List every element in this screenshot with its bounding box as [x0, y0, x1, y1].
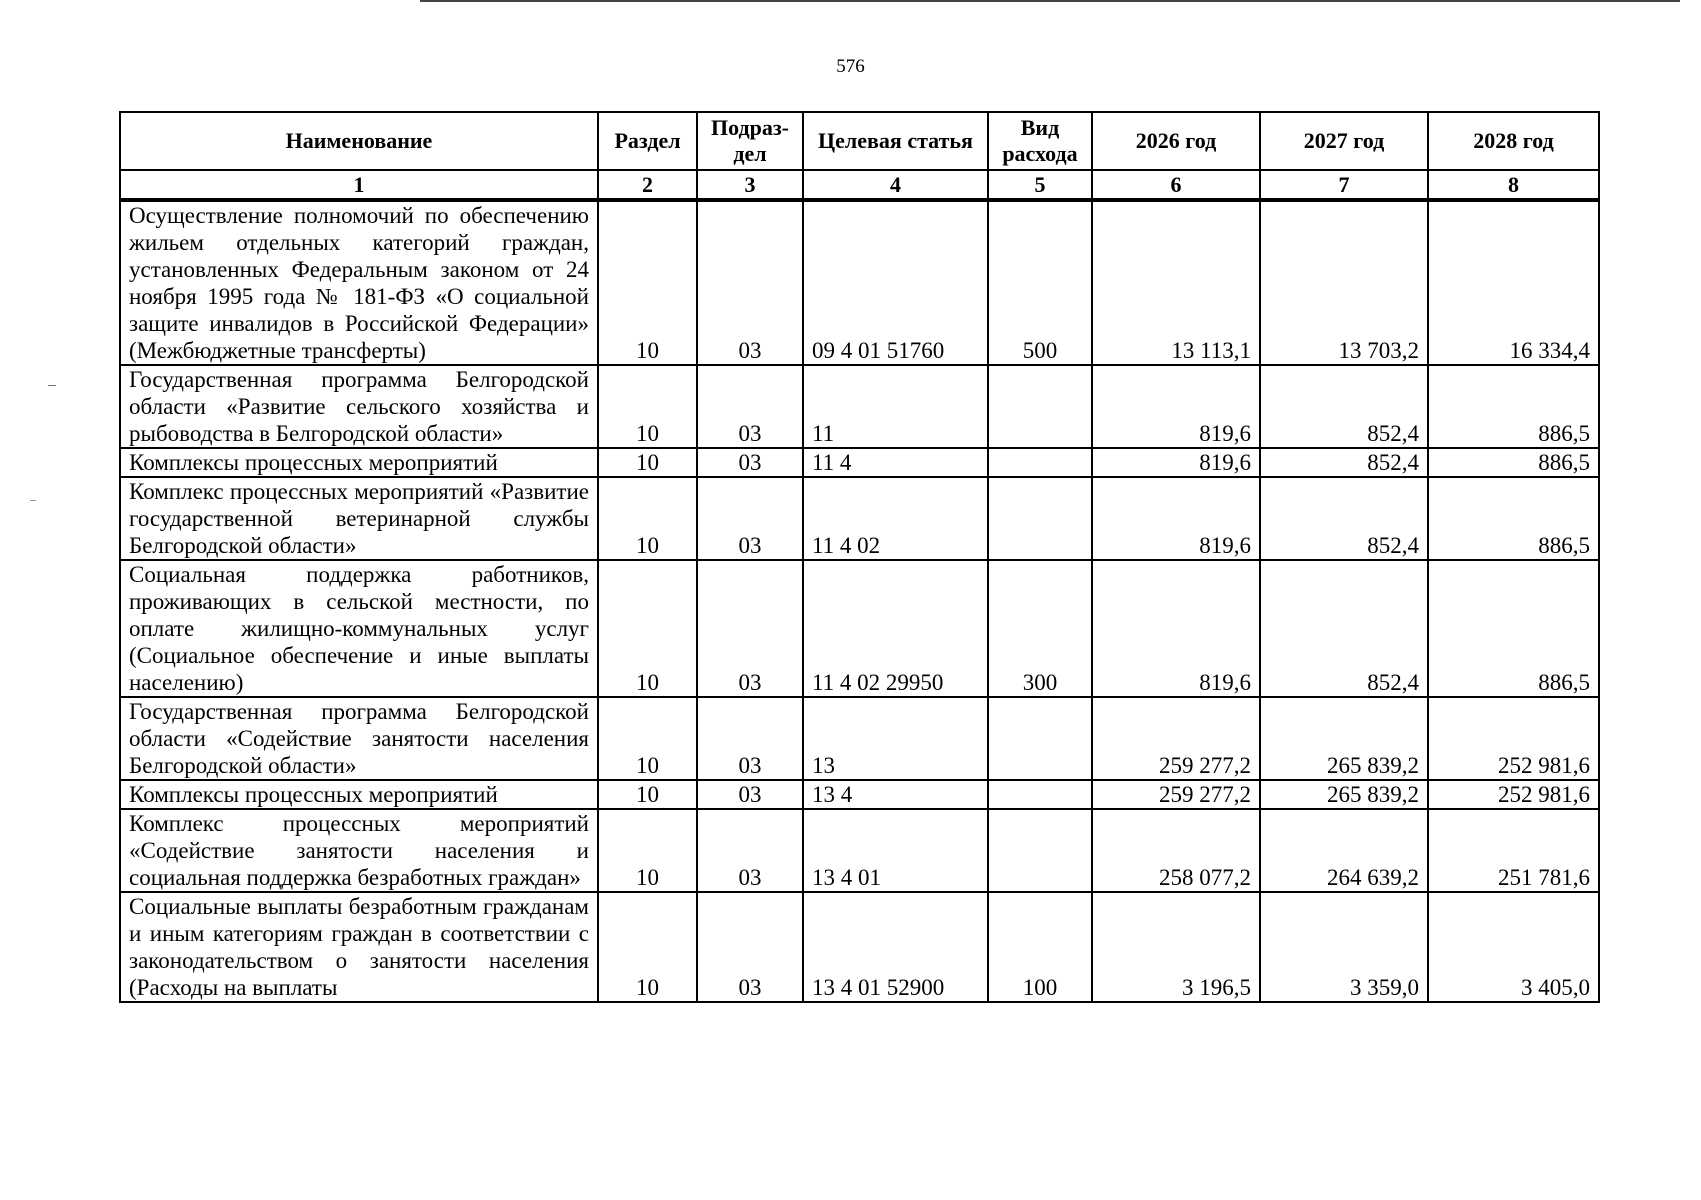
row-2027: 3 359,0 [1260, 892, 1428, 1002]
row-podrazdel: 03 [697, 780, 803, 809]
row-razdel: 10 [598, 477, 697, 560]
row-2028: 252 981,6 [1428, 697, 1599, 780]
row-podrazdel: 03 [697, 560, 803, 697]
row-2026: 258 077,2 [1092, 809, 1260, 892]
row-name: Государственная программа Белгородской области «Содействие занятости населения Белгородской области» [120, 697, 598, 780]
row-name: Социальные выплаты безработным гражданам и иным категориям граждан в соответствии с законодательством о занятости населения (Расходы на выплаты [120, 892, 598, 1002]
row-razdel: 10 [598, 560, 697, 697]
row-2026: 259 277,2 [1092, 780, 1260, 809]
table-row [120, 892, 1599, 1002]
row-2027: 852,4 [1260, 365, 1428, 448]
row-name: Комплекс процессных мероприятий «Развитие государственной ветеринарной службы Белгородской области» [120, 477, 598, 560]
row-2028: 886,5 [1428, 448, 1599, 477]
row-vid-rashoda [988, 477, 1092, 560]
row-podrazdel: 03 [697, 200, 803, 365]
column-number: 8 [1428, 170, 1599, 200]
row-name: Социальная поддержка работников, проживающих в сельской местности, по оплате жилищно-коммунальных услуг (Социальное обеспечение и иные выплаты населению) [120, 560, 598, 697]
row-celevaya-statya: 13 4 [803, 780, 988, 809]
column-number: 7 [1260, 170, 1428, 200]
row-razdel: 10 [598, 365, 697, 448]
column-number: 3 [697, 170, 803, 200]
row-razdel: 10 [598, 448, 697, 477]
row-celevaya-statya: 11 4 02 [803, 477, 988, 560]
table-row [120, 448, 1599, 477]
row-vid-rashoda [988, 780, 1092, 809]
row-name: Комплексы процессных мероприятий [120, 448, 598, 477]
row-2026: 819,6 [1092, 560, 1260, 697]
row-2026: 13 113,1 [1092, 200, 1260, 365]
row-2026: 819,6 [1092, 477, 1260, 560]
header-podrazdel: Подраз-дел [697, 112, 803, 170]
column-number: 2 [598, 170, 697, 200]
row-2028: 3 405,0 [1428, 892, 1599, 1002]
row-vid-rashoda [988, 448, 1092, 477]
row-2028: 886,5 [1428, 477, 1599, 560]
row-vid-rashoda: 100 [988, 892, 1092, 1002]
row-2028: 251 781,6 [1428, 809, 1599, 892]
row-2027: 265 839,2 [1260, 780, 1428, 809]
scan-edge-line [420, 0, 1680, 2]
header-2027: 2027 год [1260, 112, 1428, 170]
row-celevaya-statya: 11 4 02 29950 [803, 560, 988, 697]
row-2026: 819,6 [1092, 365, 1260, 448]
row-razdel: 10 [598, 780, 697, 809]
table-row [120, 477, 1599, 560]
column-number: 6 [1092, 170, 1260, 200]
row-2028: 252 981,6 [1428, 780, 1599, 809]
row-2027: 13 703,2 [1260, 200, 1428, 365]
row-2026: 3 196,5 [1092, 892, 1260, 1002]
row-2028: 16 334,4 [1428, 200, 1599, 365]
row-2028: 886,5 [1428, 560, 1599, 697]
row-celevaya-statya: 11 4 [803, 448, 988, 477]
row-name: Комплексы процессных мероприятий [120, 780, 598, 809]
row-celevaya-statya: 13 4 01 52900 [803, 892, 988, 1002]
row-celevaya-statya: 13 4 01 [803, 809, 988, 892]
row-2027: 852,4 [1260, 448, 1428, 477]
table-row [120, 365, 1599, 448]
column-number-row [120, 170, 1599, 200]
header-vid-rashoda: Вид расхода [988, 112, 1092, 170]
row-podrazdel: 03 [697, 477, 803, 560]
row-2027: 852,4 [1260, 477, 1428, 560]
row-razdel: 10 [598, 892, 697, 1002]
column-number: 4 [803, 170, 988, 200]
row-2026: 259 277,2 [1092, 697, 1260, 780]
row-podrazdel: 03 [697, 365, 803, 448]
column-number: 1 [120, 170, 598, 200]
row-vid-rashoda: 500 [988, 200, 1092, 365]
row-2028: 886,5 [1428, 365, 1599, 448]
table-row [120, 809, 1599, 892]
table-row [120, 200, 1599, 365]
header-razdel: Раздел [598, 112, 697, 170]
header-name: Наименование [120, 112, 598, 170]
row-razdel: 10 [598, 809, 697, 892]
row-razdel: 10 [598, 697, 697, 780]
row-podrazdel: 03 [697, 892, 803, 1002]
row-2026: 819,6 [1092, 448, 1260, 477]
row-vid-rashoda [988, 697, 1092, 780]
column-number: 5 [988, 170, 1092, 200]
row-vid-rashoda [988, 809, 1092, 892]
page-number: 576 [836, 56, 865, 77]
row-celevaya-statya: 11 [803, 365, 988, 448]
budget-table [119, 111, 1600, 1003]
row-2027: 852,4 [1260, 560, 1428, 697]
row-2027: 265 839,2 [1260, 697, 1428, 780]
row-name: Государственная программа Белгородской области «Развитие сельского хозяйства и рыбоводства в Белгородской области» [120, 365, 598, 448]
table-row [120, 697, 1599, 780]
table-row [120, 560, 1599, 697]
row-podrazdel: 03 [697, 448, 803, 477]
header-2026: 2026 год [1092, 112, 1260, 170]
header-celevaya-statya: Целевая статья [803, 112, 988, 170]
row-podrazdel: 03 [697, 809, 803, 892]
table-row [120, 780, 1599, 809]
scan-mark [30, 500, 36, 501]
row-vid-rashoda: 300 [988, 560, 1092, 697]
row-razdel: 10 [598, 200, 697, 365]
scan-mark [48, 385, 56, 386]
row-celevaya-statya: 13 [803, 697, 988, 780]
table-header-row [120, 112, 1599, 170]
row-podrazdel: 03 [697, 697, 803, 780]
row-2027: 264 639,2 [1260, 809, 1428, 892]
row-name: Комплекс процессных мероприятий «Содействие занятости населения и социальная поддержка безработных граждан» [120, 809, 598, 892]
row-vid-rashoda [988, 365, 1092, 448]
row-name: Осуществление полномочий по обеспечению жильем отдельных категорий граждан, установленных Федеральным законом от 24 ноября 1995 года № 181-ФЗ «О социальной защите инвалидов в Российской Федерации» (Межбюджетные трансферты) [120, 200, 598, 365]
row-celevaya-statya: 09 4 01 51760 [803, 200, 988, 365]
header-2028: 2028 год [1428, 112, 1599, 170]
